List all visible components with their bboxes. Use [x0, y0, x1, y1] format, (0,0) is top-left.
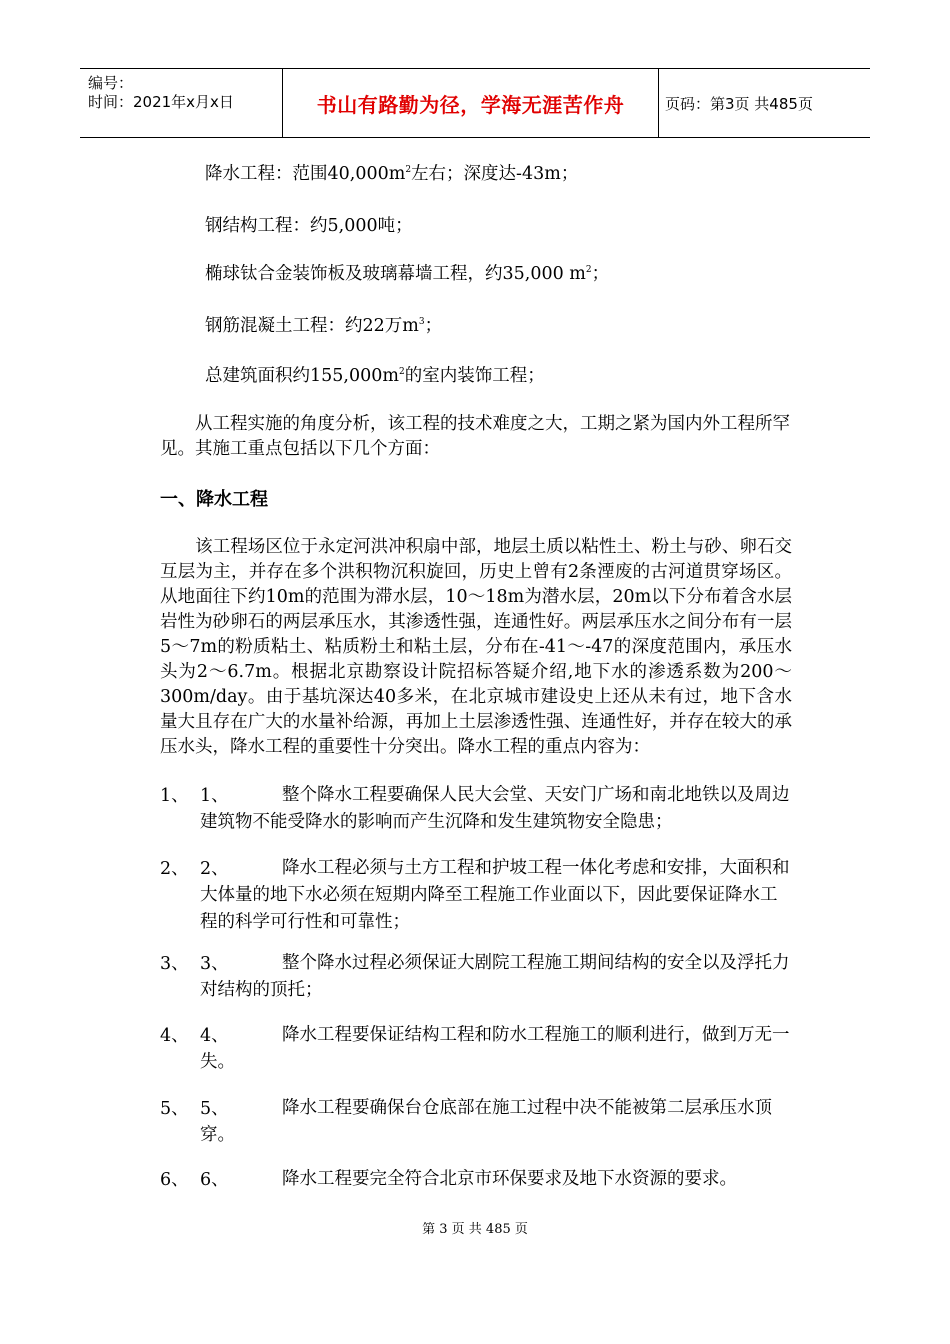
list-number-inner: 6、: [200, 1170, 229, 1190]
quantity-item-text: 降水工程：范围40,000m: [205, 164, 406, 184]
section-heading: 一、降水工程: [160, 489, 268, 510]
list-item-text: 降水工程要完全符合北京市环保要求及地下水资源的要求。: [282, 1169, 737, 1189]
list-number-outer: 6、: [160, 1170, 189, 1190]
motto-text: 书山有路勤为径，学海无涯苦作舟: [316, 92, 625, 117]
quantity-item: [205, 312, 442, 337]
quantity-item: [205, 260, 609, 285]
list-number-outer: 1、: [160, 786, 189, 806]
header-left-cell: [80, 69, 283, 137]
header-motto-cell: [283, 69, 659, 137]
unit-exponent: 2: [585, 265, 592, 276]
quantity-item-suffix: ；: [424, 316, 443, 336]
page-footer: 第 3 页 共 485 页: [422, 1222, 528, 1237]
intro-paragraph: 从工程实施的角度分析，该工程的技术难度之大，工期之紧为国内外工程所罕见。其施工重点包括以下几个方面：: [160, 414, 790, 459]
quantity-item-suffix: 的室内装饰工程；: [404, 366, 545, 386]
time-label: 时间：2021年x月x日: [88, 93, 234, 111]
quantity-item-suffix: 左右；深度达-43m；: [411, 164, 579, 184]
list-number-inner: 3、: [200, 954, 229, 974]
list-number-inner: 4、: [200, 1026, 229, 1046]
number-label: 编号：: [88, 74, 134, 92]
list-number-inner: 1、: [200, 786, 229, 806]
unit-exponent: 2: [405, 165, 412, 176]
unit-exponent: 3: [418, 317, 425, 328]
list-number-inner: 2、: [200, 859, 229, 879]
list-number-outer: 4、: [160, 1026, 189, 1046]
page-code: 页码：第3页 共485页: [665, 94, 813, 113]
quantity-item: [205, 362, 545, 387]
list-item-text: 降水工程要确保台仓底部在施工过程中决不能被第二层承压水顶穿。: [200, 1098, 772, 1145]
list-item-text: 降水工程必须与土方工程和护坡工程一体化考虑和安排，大面积和大体量的地下水必须在短期内降至工程施工作业面以下，因此要保证降水工程的科学可行性和可靠性；: [200, 858, 790, 932]
list-number-outer: 3、: [160, 954, 189, 974]
page-header: [80, 68, 870, 138]
list-item-text: 整个降水过程必须保证大剧院工程施工期间结构的安全以及浮托力对结构的顶托；: [200, 953, 790, 1000]
list-item-text: 整个降水工程要确保人民大会堂、天安门广场和南北地铁以及周边建筑物不能受降水的影响而产生沉降和发生建筑物安全隐患；: [200, 785, 790, 832]
list-number-outer: 5、: [160, 1099, 189, 1119]
quantity-item-text: 总建筑面积约155,000m: [205, 366, 399, 386]
unit-exponent: 2: [398, 367, 405, 378]
quantity-item: [205, 160, 578, 185]
list-item-text: 降水工程要保证结构工程和防水工程施工的顺利进行，做到万无一失。: [200, 1025, 790, 1072]
quantity-item: [205, 212, 413, 237]
quantity-item-text: 钢结构工程：约5,000吨；: [205, 216, 413, 236]
quantity-item-suffix: ；: [591, 264, 610, 284]
list-number-inner: 5、: [200, 1099, 229, 1119]
section-paragraph: 该工程场区位于永定河洪冲积扇中部，地层土质以粘性土、粉土与砂、卵石交互层为主，并存在多个洪积物沉积旋回，历史上曾有2条湮废的古河道贯穿场区。从地面往下约10m的范围为滞水层，10～18m为潜水层，20m以下分布着含水层岩性为砂卵石的两层承压水，其渗透性强，连通性好。两层承压水之间分布有一层5～7m的粉质粘土、粘质粉土和粘土层，分布在-41～-47的深度范围内，承压水头为2～6.7m。根据北京勘察设计院招标答疑介绍,地下水的渗透系数为200～300m/day。由于基坑深达40多米，在北京城市建设史上还从未有过，地下含水量大且存在广大的水量补给源，再加上土层渗透性强、连通性好，并存在较大的承压水头，降水工程的重要性十分突出。降水工程的重点内容为：: [160, 537, 792, 757]
quantity-item-text: 椭球钛合金装饰板及玻璃幕墙工程，约35,000 m: [205, 264, 586, 284]
header-page-cell: [659, 69, 870, 137]
quantity-item-text: 钢筋混凝土工程：约22万m: [205, 316, 419, 336]
list-number-outer: 2、: [160, 859, 189, 879]
